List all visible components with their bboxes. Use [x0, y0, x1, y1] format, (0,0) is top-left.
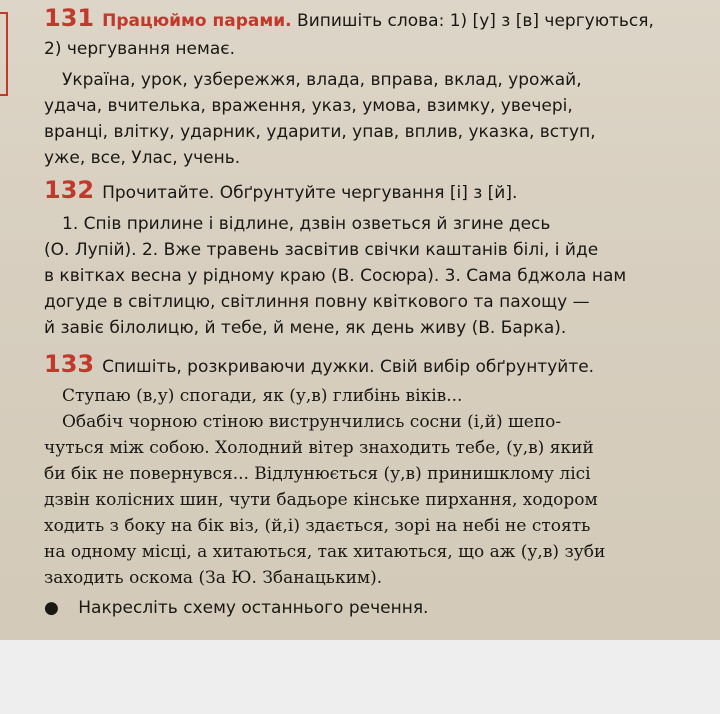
text-line: Ступаю (в,у) спогади, як (у,в) глибінь віків...: [62, 386, 463, 406]
text-line: вранці, влітку, ударник, ударити, упав, вплив, указка, вступ,: [44, 122, 596, 142]
task-text: 2) чергування немає.: [44, 39, 235, 59]
text-line: дзвін колісних шин, чути бадьоре кінське пирхання, ходором: [44, 490, 598, 510]
exercise-131: [44, 4, 712, 171]
exercise-133-task: [44, 350, 712, 381]
exercise-131-task: [44, 4, 712, 63]
margin-marker: [0, 12, 8, 96]
text-line: заходить оскома (За Ю. Збанацьким).: [44, 568, 383, 588]
poem-text: [44, 211, 712, 341]
text-line: й завіє білолицю, й тебе, й мене, як день живу (В. Барка).: [44, 318, 567, 338]
bullet-task: [44, 595, 712, 621]
text-line: чуться між собою. Холодний вітер знаходить тебе, (у,в) який: [44, 438, 594, 458]
task-text: Спишіть, розкриваючи дужки. Свій вибір обґрунтуйте.: [102, 357, 595, 377]
bullet-icon: ●: [44, 598, 59, 618]
task-text: Прочитайте. Обґрунтуйте чергування [і] з [й].: [102, 183, 518, 203]
text-line: би бік не повернувся... Відлунюється (у,в) принишклому лісі: [44, 464, 591, 484]
text-line: на одному місці, а хитаються, так хитаються, що аж (у,в) зуби: [44, 542, 606, 562]
text-line: уже, все, Улас, учень.: [44, 148, 241, 168]
text-line: 1. Спів прилине і відлине, дзвін озветься й згине десь: [62, 214, 551, 234]
task-text: Випишіть слова: 1) [у] з [в] чергуються,: [297, 11, 654, 31]
text-line: Україна, урок, узбережжя, влада, вправа, вклад, урожай,: [62, 70, 582, 90]
exercise-132: [44, 176, 712, 341]
text-line: Обабіч чорною стіною виструнчились сосни (і,й) шепо-: [62, 412, 562, 432]
text-line: (О. Лупій). 2. Вже травень засвітив свічки каштанів білі, і йде: [44, 240, 599, 260]
task-highlight: Працюймо парами.: [102, 11, 292, 31]
passage-text: [44, 383, 712, 591]
exercise-133: [44, 350, 712, 621]
bullet-text: Накресліть схему останнього речення.: [78, 598, 429, 618]
exercise-number: 131: [44, 4, 95, 32]
text-line: ходить з боку на бік віз, (й,і) здається, зорі на небі не стоять: [44, 516, 591, 536]
exercise-number: 132: [44, 176, 95, 204]
word-list: [44, 67, 712, 171]
exercise-132-task: [44, 176, 712, 207]
text-line: догуде в світлицю, світлиння повну квіткового та пахощу —: [44, 292, 590, 312]
text-line: в квітках весна у рідному краю (В. Сосюра). 3. Сама бджола нам: [44, 266, 627, 286]
text-line: удача, вчителька, враження, указ, умова, взимку, увечері,: [44, 96, 573, 116]
exercise-number: 133: [44, 350, 95, 378]
